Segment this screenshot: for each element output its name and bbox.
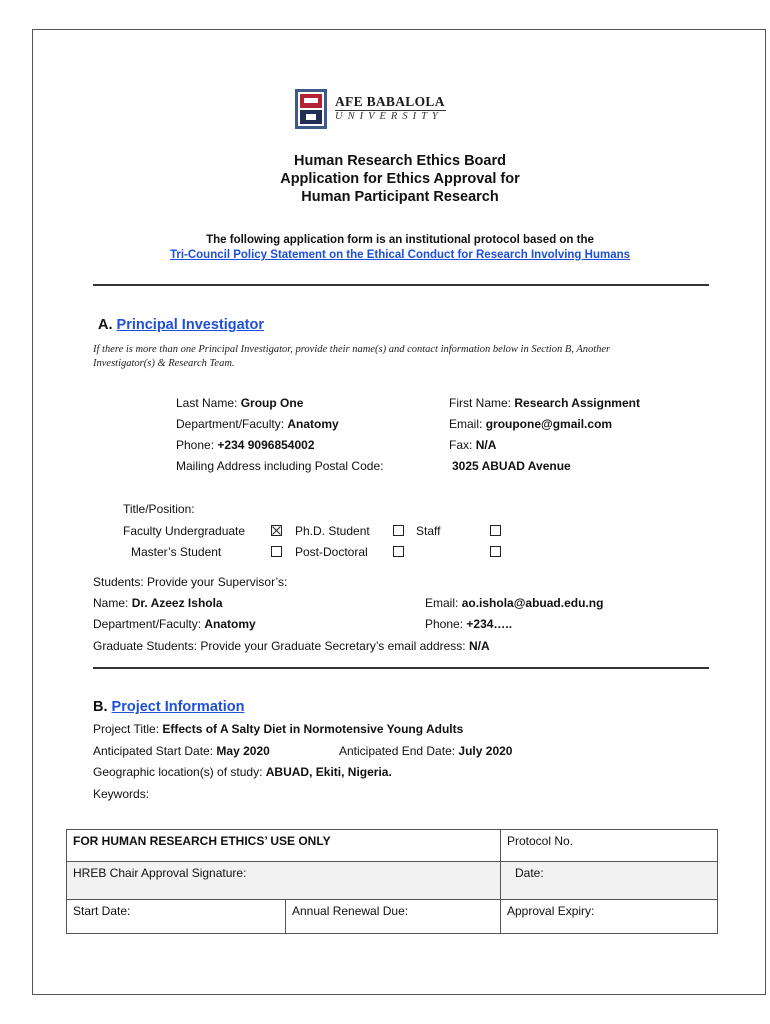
end-date-value[interactable]: July 2020 xyxy=(458,744,513,758)
post-doctoral-label: Post-Doctoral xyxy=(295,545,368,559)
date-cell[interactable]: Date: xyxy=(501,862,718,900)
form-title-line-1: Human Research Ethics Board xyxy=(294,153,506,169)
faculty-undergraduate-checkbox[interactable] xyxy=(271,525,282,536)
section-a-title-link[interactable]: Principal Investigator xyxy=(116,317,264,333)
phone-field: Phone: +234 9096854002 xyxy=(176,438,315,452)
first-name-value[interactable]: Research Assignment xyxy=(514,396,640,410)
supervisor-email-value[interactable]: ao.ishola@abuad.edu.ng xyxy=(461,596,604,610)
supervisor-department-field: Department/Faculty: Anatomy xyxy=(93,617,256,631)
start-date-field: Anticipated Start Date: May 2020 xyxy=(93,744,270,758)
mailing-address-label: Mailing Address including Postal Code: xyxy=(176,459,384,473)
department-value[interactable]: Anatomy xyxy=(287,417,339,431)
section-b-title-link[interactable]: Project Information xyxy=(111,699,245,715)
phd-student-checkbox[interactable] xyxy=(393,525,404,536)
geographic-location-value[interactable]: ABUAD, Ekiti, Nigeria. xyxy=(265,765,392,779)
graduate-secretary-value[interactable]: N/A xyxy=(468,639,490,653)
masters-student-label: Master’s Student xyxy=(131,545,222,559)
phd-student-label: Ph.D. Student xyxy=(295,524,370,538)
project-title-value[interactable]: Effects of A Salty Diet in Normotensive Young Adults xyxy=(162,722,464,736)
supervisor-email-field: Email: ao.ishola@abuad.edu.ng xyxy=(425,596,604,610)
last-name-value[interactable]: Group One xyxy=(240,396,304,410)
staff-label: Staff xyxy=(416,524,441,538)
divider xyxy=(93,284,709,286)
mailing-address-value[interactable]: 3025 ABUAD Avenue xyxy=(452,459,571,473)
fax-value[interactable]: N/A xyxy=(475,438,497,452)
annual-renewal-cell[interactable]: Annual Renewal Due: xyxy=(286,900,501,934)
title-position-label: Title/Position: xyxy=(123,502,195,516)
logo-name: AFE BABALOLA xyxy=(335,94,445,109)
supervisor-name-value[interactable]: Dr. Azeez Ishola xyxy=(131,596,223,610)
university-logo xyxy=(295,89,447,133)
staff-checkbox[interactable] xyxy=(490,525,501,536)
start-date-value[interactable]: May 2020 xyxy=(216,744,270,758)
masters-student-checkbox[interactable] xyxy=(271,546,282,557)
geographic-location-field: Geographic location(s) of study: ABUAD, Ekiti, Nigeria. xyxy=(93,765,392,779)
form-title-line-2: Application for Ethics Approval for xyxy=(280,171,520,187)
section-a-heading: A. Principal Investigator xyxy=(98,317,264,333)
project-title-field: Project Title: Effects of A Salty Diet in Normotensive Young Adults xyxy=(93,722,464,736)
phone-value[interactable]: +234 9096854002 xyxy=(217,438,315,452)
keywords-field: Keywords: xyxy=(93,787,150,801)
supervisor-department-value[interactable]: Anatomy xyxy=(204,617,256,631)
mailing-address-field xyxy=(452,459,571,473)
supervisor-name-field: Name: Dr. Azeez Ishola xyxy=(93,596,223,610)
approval-expiry-cell[interactable]: Approval Expiry: xyxy=(501,900,718,934)
fax-field: Fax: N/A xyxy=(449,438,497,452)
form-title-line-3: Human Participant Research xyxy=(301,189,499,205)
section-b-heading: B. Project Information xyxy=(93,699,245,715)
graduate-secretary-field: Graduate Students: Provide your Graduate Secretary’s email address: N/A xyxy=(93,639,490,653)
email-field: Email: groupone@gmail.com xyxy=(449,417,613,431)
faculty-undergraduate-label: Faculty Undergraduate xyxy=(123,524,246,538)
supervisor-phone-field: Phone: +234….. xyxy=(425,617,513,631)
tri-council-policy-link[interactable]: Tri-Council Policy Statement on the Ethical Conduct for Research Involving Humans xyxy=(169,249,631,261)
logo-subtitle: UNIVERSITY xyxy=(335,111,443,122)
chair-signature-cell[interactable]: HREB Chair Approval Signature: xyxy=(67,862,501,900)
office-use-header: FOR HUMAN RESEARCH ETHICS’ USE ONLY xyxy=(67,830,501,862)
university-shield-icon xyxy=(295,89,327,129)
end-date-field: Anticipated End Date: July 2020 xyxy=(339,744,513,758)
hreb-office-use-table xyxy=(66,829,718,934)
section-a-note: If there is more than one Principal Investigator, provide their name(s) and contact information below in Section B, Another Investigator(s) & Research Team. xyxy=(93,344,611,369)
other-position-checkbox[interactable] xyxy=(490,546,501,557)
post-doctoral-checkbox[interactable] xyxy=(393,546,404,557)
supervisor-label: Students: Provide your Supervisor’s: xyxy=(93,575,288,589)
first-name-field: First Name: Research Assignment xyxy=(449,396,640,410)
protocol-number-cell[interactable]: Protocol No. xyxy=(501,830,718,862)
start-date-cell[interactable]: Start Date: xyxy=(67,900,286,934)
email-value[interactable]: groupone@gmail.com xyxy=(485,417,613,431)
form-page xyxy=(32,29,766,995)
intro-text: The following application form is an institutional protocol based on the xyxy=(206,234,594,246)
supervisor-phone-value[interactable]: +234….. xyxy=(466,617,513,631)
department-field: Department/Faculty: Anatomy xyxy=(176,417,339,431)
last-name-field: Last Name: Group One xyxy=(176,396,304,410)
divider xyxy=(93,667,709,669)
